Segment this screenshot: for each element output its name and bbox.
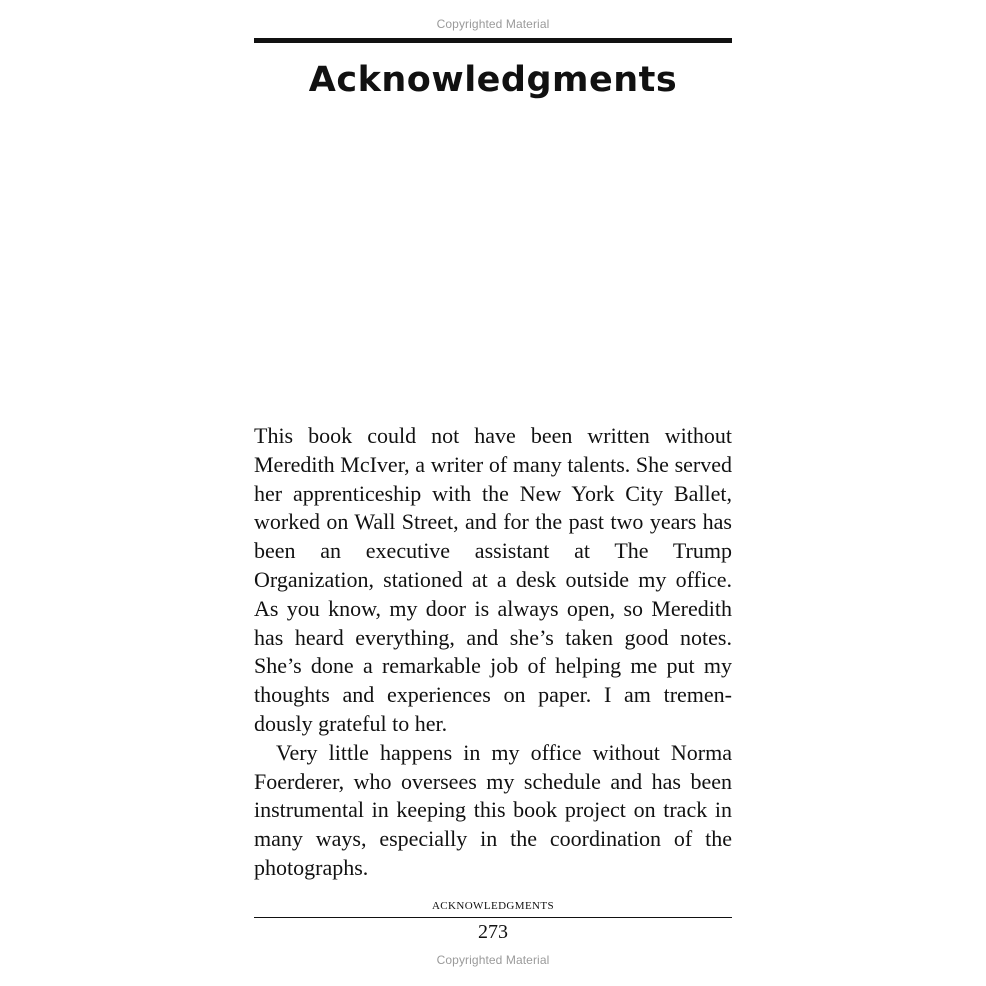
body-text bbox=[254, 422, 732, 883]
book-page bbox=[254, 38, 732, 948]
paragraph: Very little happens in my office without Norma Foerderer, who oversees my schedule and has been instrumental in keeping this book project on track in many ways, especially in the coordination of the photographs. bbox=[254, 739, 732, 880]
top-rule bbox=[254, 38, 732, 43]
running-foot: ACKNOWLEDGMENTS bbox=[431, 900, 555, 912]
footer-rule bbox=[254, 917, 732, 918]
copyright-watermark-top: Copyrighted Material bbox=[436, 17, 550, 31]
copyright-watermark-bottom: Copyrighted Material bbox=[436, 953, 550, 967]
chapter-title: Acknowledgments bbox=[308, 60, 678, 100]
paragraph: This book could not have been written without Meredith McIver, a writer of many talents. She served her apprenticeship with the New York City Ballet, worked on Wall Street, and for the past two years has been an executive assistant at The Trump Organization, stationed at a desk outside my office. As you know, my door is always open, so Meredith has heard everything, and she’s taken good notes. She’s done a remarkable job of helping me put my thoughts and experiences on paper. I am tremendously grateful to her. bbox=[254, 423, 732, 736]
page-number: 273 bbox=[478, 921, 508, 943]
